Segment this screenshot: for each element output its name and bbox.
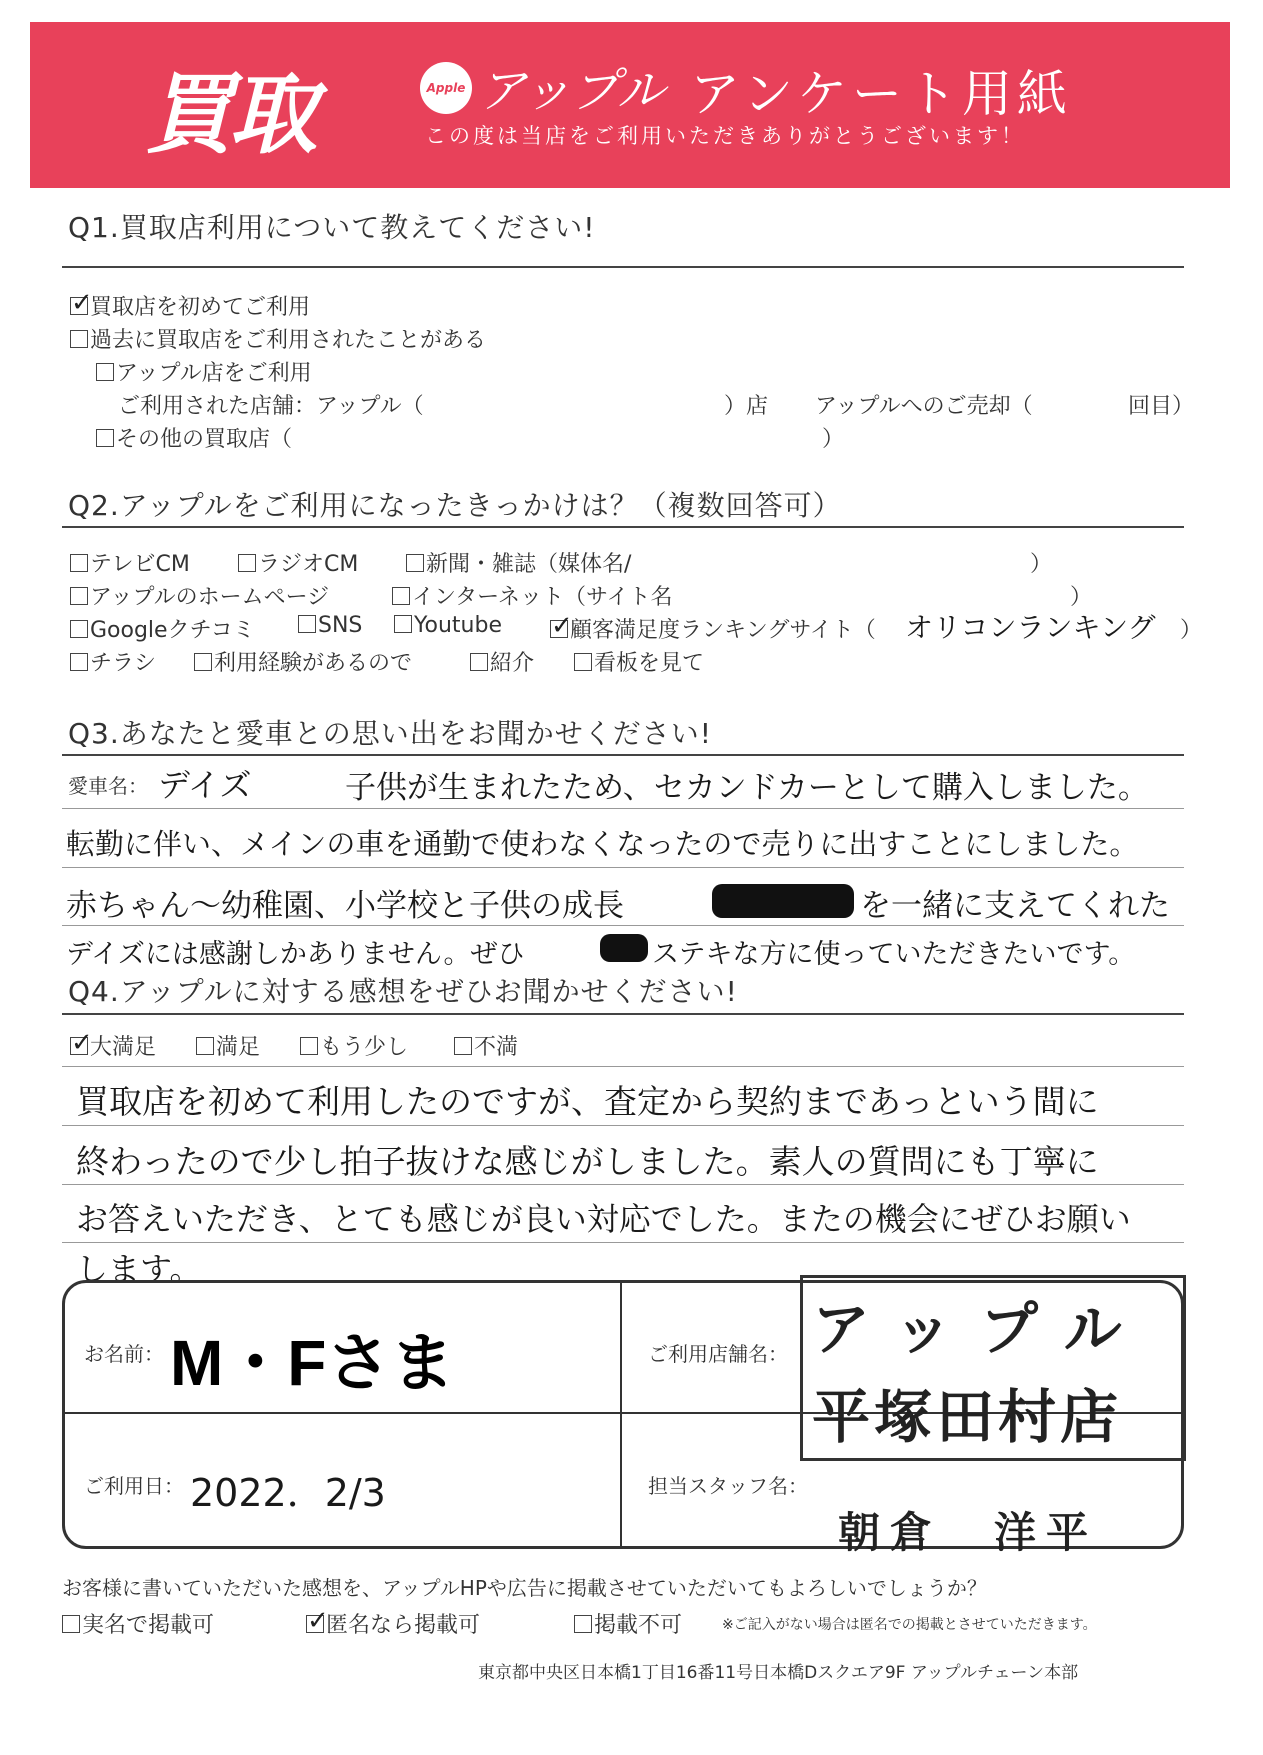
- q4-answer-line-1: 買取店を初めて利用したのですが、査定から契約まであっという間に: [76, 1082, 1099, 1121]
- checkbox-icon[interactable]: [70, 554, 88, 572]
- checkbox-checked-icon[interactable]: [70, 297, 88, 315]
- q4-option-dissatisfied[interactable]: [454, 1030, 518, 1061]
- q2-option-label: テレビCM: [90, 552, 190, 577]
- checkbox-icon[interactable]: [194, 653, 212, 671]
- q2-option-label: Googleクチコミ: [90, 618, 255, 643]
- consent-option-anonymous[interactable]: [306, 1608, 480, 1639]
- checkbox-icon[interactable]: [96, 429, 114, 447]
- staff-name: 朝倉 洋平: [838, 1508, 1099, 1557]
- checkbox-icon[interactable]: [70, 620, 88, 638]
- store-stamp-line-1: アップル: [812, 1295, 1150, 1363]
- store-stamp-line-2: 平塚田村店: [812, 1383, 1123, 1451]
- checkbox-icon[interactable]: [300, 1037, 318, 1055]
- q1-option-label: 買取店を初めてご利用: [90, 295, 311, 320]
- name-label: お名前：: [84, 1342, 164, 1366]
- q4-rule: [62, 1013, 1184, 1015]
- q4-option-label: 大満足: [90, 1035, 157, 1060]
- q1-title: Q1.買取店利用について教えてください!: [68, 211, 596, 244]
- internet-close: ）: [1070, 585, 1093, 610]
- customer-name: M・Fさま: [170, 1327, 455, 1399]
- checkbox-checked-icon[interactable]: [70, 1037, 88, 1055]
- q2-option-tvcm[interactable]: [70, 547, 190, 578]
- checkbox-icon[interactable]: [394, 615, 412, 633]
- brand-name: アップル: [478, 63, 665, 119]
- q2-option-radiocm[interactable]: [238, 547, 358, 578]
- sale-count-suffix: 回目）: [1128, 394, 1195, 419]
- q1-option-apple-store[interactable]: [96, 356, 312, 387]
- form-title: アンケート用紙: [690, 65, 1072, 123]
- redaction-mark: [712, 884, 854, 918]
- q4-answer-line-4: します。: [76, 1250, 202, 1288]
- q4-writing-line: [62, 1184, 1184, 1185]
- q4-writing-line: [62, 1066, 1184, 1067]
- ranking-site-answer: オリコンランキング: [905, 611, 1156, 644]
- q4-option-label: 満足: [216, 1035, 261, 1060]
- checkbox-icon[interactable]: [574, 653, 592, 671]
- ranking-close: ）: [1180, 618, 1203, 643]
- q2-option-newspaper[interactable]: [406, 547, 631, 578]
- q4-option-label: もう少し: [320, 1035, 409, 1060]
- q3-rule: [62, 754, 1184, 756]
- checkbox-icon[interactable]: [574, 1615, 592, 1633]
- q2-option-homepage[interactable]: [70, 580, 329, 611]
- q2-option-label: 顧客満足度ランキングサイト（: [570, 618, 876, 643]
- q2-option-label: チラシ: [90, 651, 157, 676]
- footer-address: 東京都中央区日本橋1丁目16番11号日本橋Dスクエア9F アップルチェーン本部: [478, 1663, 1079, 1683]
- q3-title: Q3.あなたと愛車との思い出をお聞かせください!: [68, 717, 712, 750]
- q2-option-label: 利用経験があるので: [214, 651, 413, 676]
- q2-option-label: ラジオCM: [258, 552, 359, 577]
- q1-option-label: 過去に買取店をご利用されたことがある: [90, 328, 487, 353]
- checkbox-icon[interactable]: [454, 1037, 472, 1055]
- store-label: ご利用店舗名：: [648, 1342, 788, 1366]
- q2-option-label: SNS: [318, 613, 363, 638]
- q2-option-sns[interactable]: [298, 613, 362, 638]
- q2-option-flyer[interactable]: [70, 646, 156, 677]
- car-name-label: 愛車名：: [68, 774, 148, 798]
- header-thanks: この度は当店をご利用いただきありがとうございます！: [425, 124, 1025, 148]
- consent-option-label: 掲載不可: [594, 1613, 683, 1638]
- q2-option-label: インターネット（サイト名: [412, 585, 673, 610]
- apple-logo-icon: Apple: [420, 62, 472, 114]
- q2-option-label: 紹介: [490, 651, 535, 676]
- q2-option-experience[interactable]: [194, 646, 412, 677]
- q2-rule: [62, 526, 1184, 528]
- q2-option-internet[interactable]: [392, 580, 672, 611]
- q2-option-label: 新聞・雑誌（媒体名/: [426, 552, 632, 577]
- consent-option-decline[interactable]: [574, 1608, 682, 1639]
- checkbox-checked-icon[interactable]: [306, 1615, 324, 1633]
- q4-writing-line: [62, 1125, 1184, 1126]
- q1-option-other-store[interactable]: [96, 422, 292, 453]
- q2-option-referral[interactable]: [470, 646, 534, 677]
- q2-option-ranking-site[interactable]: [550, 613, 876, 644]
- q2-option-youtube[interactable]: [394, 613, 502, 638]
- q4-answer-line-2: 終わったので少し拍子抜けな感じがしました。素人の質問にも丁寧に: [76, 1142, 1099, 1181]
- checkbox-checked-icon[interactable]: [550, 620, 568, 638]
- newspaper-close: ）: [1030, 552, 1053, 577]
- q1-option-returning[interactable]: [70, 323, 486, 354]
- usage-date: 2022．2/3: [190, 1471, 386, 1515]
- q4-option-very-satisfied[interactable]: [70, 1030, 156, 1061]
- q2-option-label: アップルのホームページ: [90, 585, 330, 610]
- checkbox-icon[interactable]: [196, 1037, 214, 1055]
- consent-question: お客様に書いていただいた感想を、アップルHPや広告に掲載させていただいてもよろしいでしょうか？: [62, 1576, 987, 1600]
- q3-writing-line: [62, 867, 1184, 868]
- checkbox-icon[interactable]: [298, 615, 316, 633]
- q2-option-google[interactable]: [70, 613, 255, 644]
- q3-answer-line-1: 子供が生まれたため、セカンドカーとして購入しました。: [345, 770, 1149, 806]
- q2-option-label: Youtube: [414, 613, 502, 638]
- staff-label: 担当スタッフ名：: [648, 1474, 808, 1498]
- other-store-close: ）: [822, 427, 845, 452]
- checkbox-icon[interactable]: [70, 330, 88, 348]
- table-divider-vertical: [620, 1280, 622, 1548]
- q3-writing-line: [62, 808, 1184, 809]
- kaitori-logo: 買取: [145, 63, 314, 166]
- store-used-suffix: ）店: [724, 394, 769, 419]
- q4-answer-line-3: お答えいただき、とても感じが良い対応でした。またの機会にぜひお願い: [76, 1200, 1131, 1238]
- q4-option-label: 不満: [474, 1035, 519, 1060]
- checkbox-icon[interactable]: [406, 554, 424, 572]
- redaction-mark: [600, 934, 648, 962]
- q1-option-label: その他の買取店（: [116, 427, 293, 452]
- q3-answer-line-3: 赤ちゃん〜幼稚園、小学校と子供の成長: [66, 888, 624, 924]
- checkbox-icon[interactable]: [70, 653, 88, 671]
- q3-answer-line-4: デイズには感謝しかありません。ぜひ: [66, 939, 525, 970]
- q3-answer-line-3b: を一緒に支えてくれた: [860, 888, 1170, 924]
- q4-option-satisfied[interactable]: [196, 1030, 260, 1061]
- q3-answer-line-4b: ステキな方に使っていただきたいです。: [652, 939, 1136, 970]
- q2-option-label: 看板を見て: [594, 651, 705, 676]
- consent-option-label: 実名で掲載可: [82, 1613, 215, 1638]
- sale-count-prefix: アップルへのご売却（: [815, 394, 1033, 419]
- consent-note: ※ご記入がない場合は匿名での掲載とさせていただきます。: [722, 1617, 1097, 1633]
- checkbox-icon[interactable]: [238, 554, 256, 572]
- q1-rule: [62, 266, 1184, 268]
- checkbox-icon[interactable]: [392, 587, 410, 605]
- q3-writing-line: [62, 925, 1184, 926]
- consent-option-real-name[interactable]: [62, 1608, 214, 1639]
- checkbox-icon[interactable]: [70, 587, 88, 605]
- q2-title: Q2.アップルをご利用になったきっかけは？（複数回答可）: [68, 489, 842, 522]
- checkbox-icon[interactable]: [470, 653, 488, 671]
- q1-option-first-time[interactable]: [70, 290, 310, 321]
- q4-option-so-so[interactable]: [300, 1030, 408, 1061]
- car-name-value: デイズ: [158, 766, 252, 804]
- q4-writing-line: [62, 1242, 1184, 1243]
- checkbox-icon[interactable]: [96, 363, 114, 381]
- q1-option-label: アップル店をご利用: [116, 361, 312, 386]
- store-used-prefix: ご利用された店舗：アップル（: [118, 394, 424, 419]
- consent-option-label: 匿名なら掲載可: [326, 1613, 481, 1638]
- q3-answer-line-2: 転勤に伴い、メインの車を通勤で使わなくなったので売りに出すことにしました。: [66, 827, 1139, 861]
- checkbox-icon[interactable]: [62, 1615, 80, 1633]
- date-label: ご利用日：: [84, 1474, 184, 1498]
- q2-option-signboard[interactable]: [574, 646, 704, 677]
- q4-title: Q4.アップルに対する感想をぜひお聞かせください!: [68, 975, 738, 1008]
